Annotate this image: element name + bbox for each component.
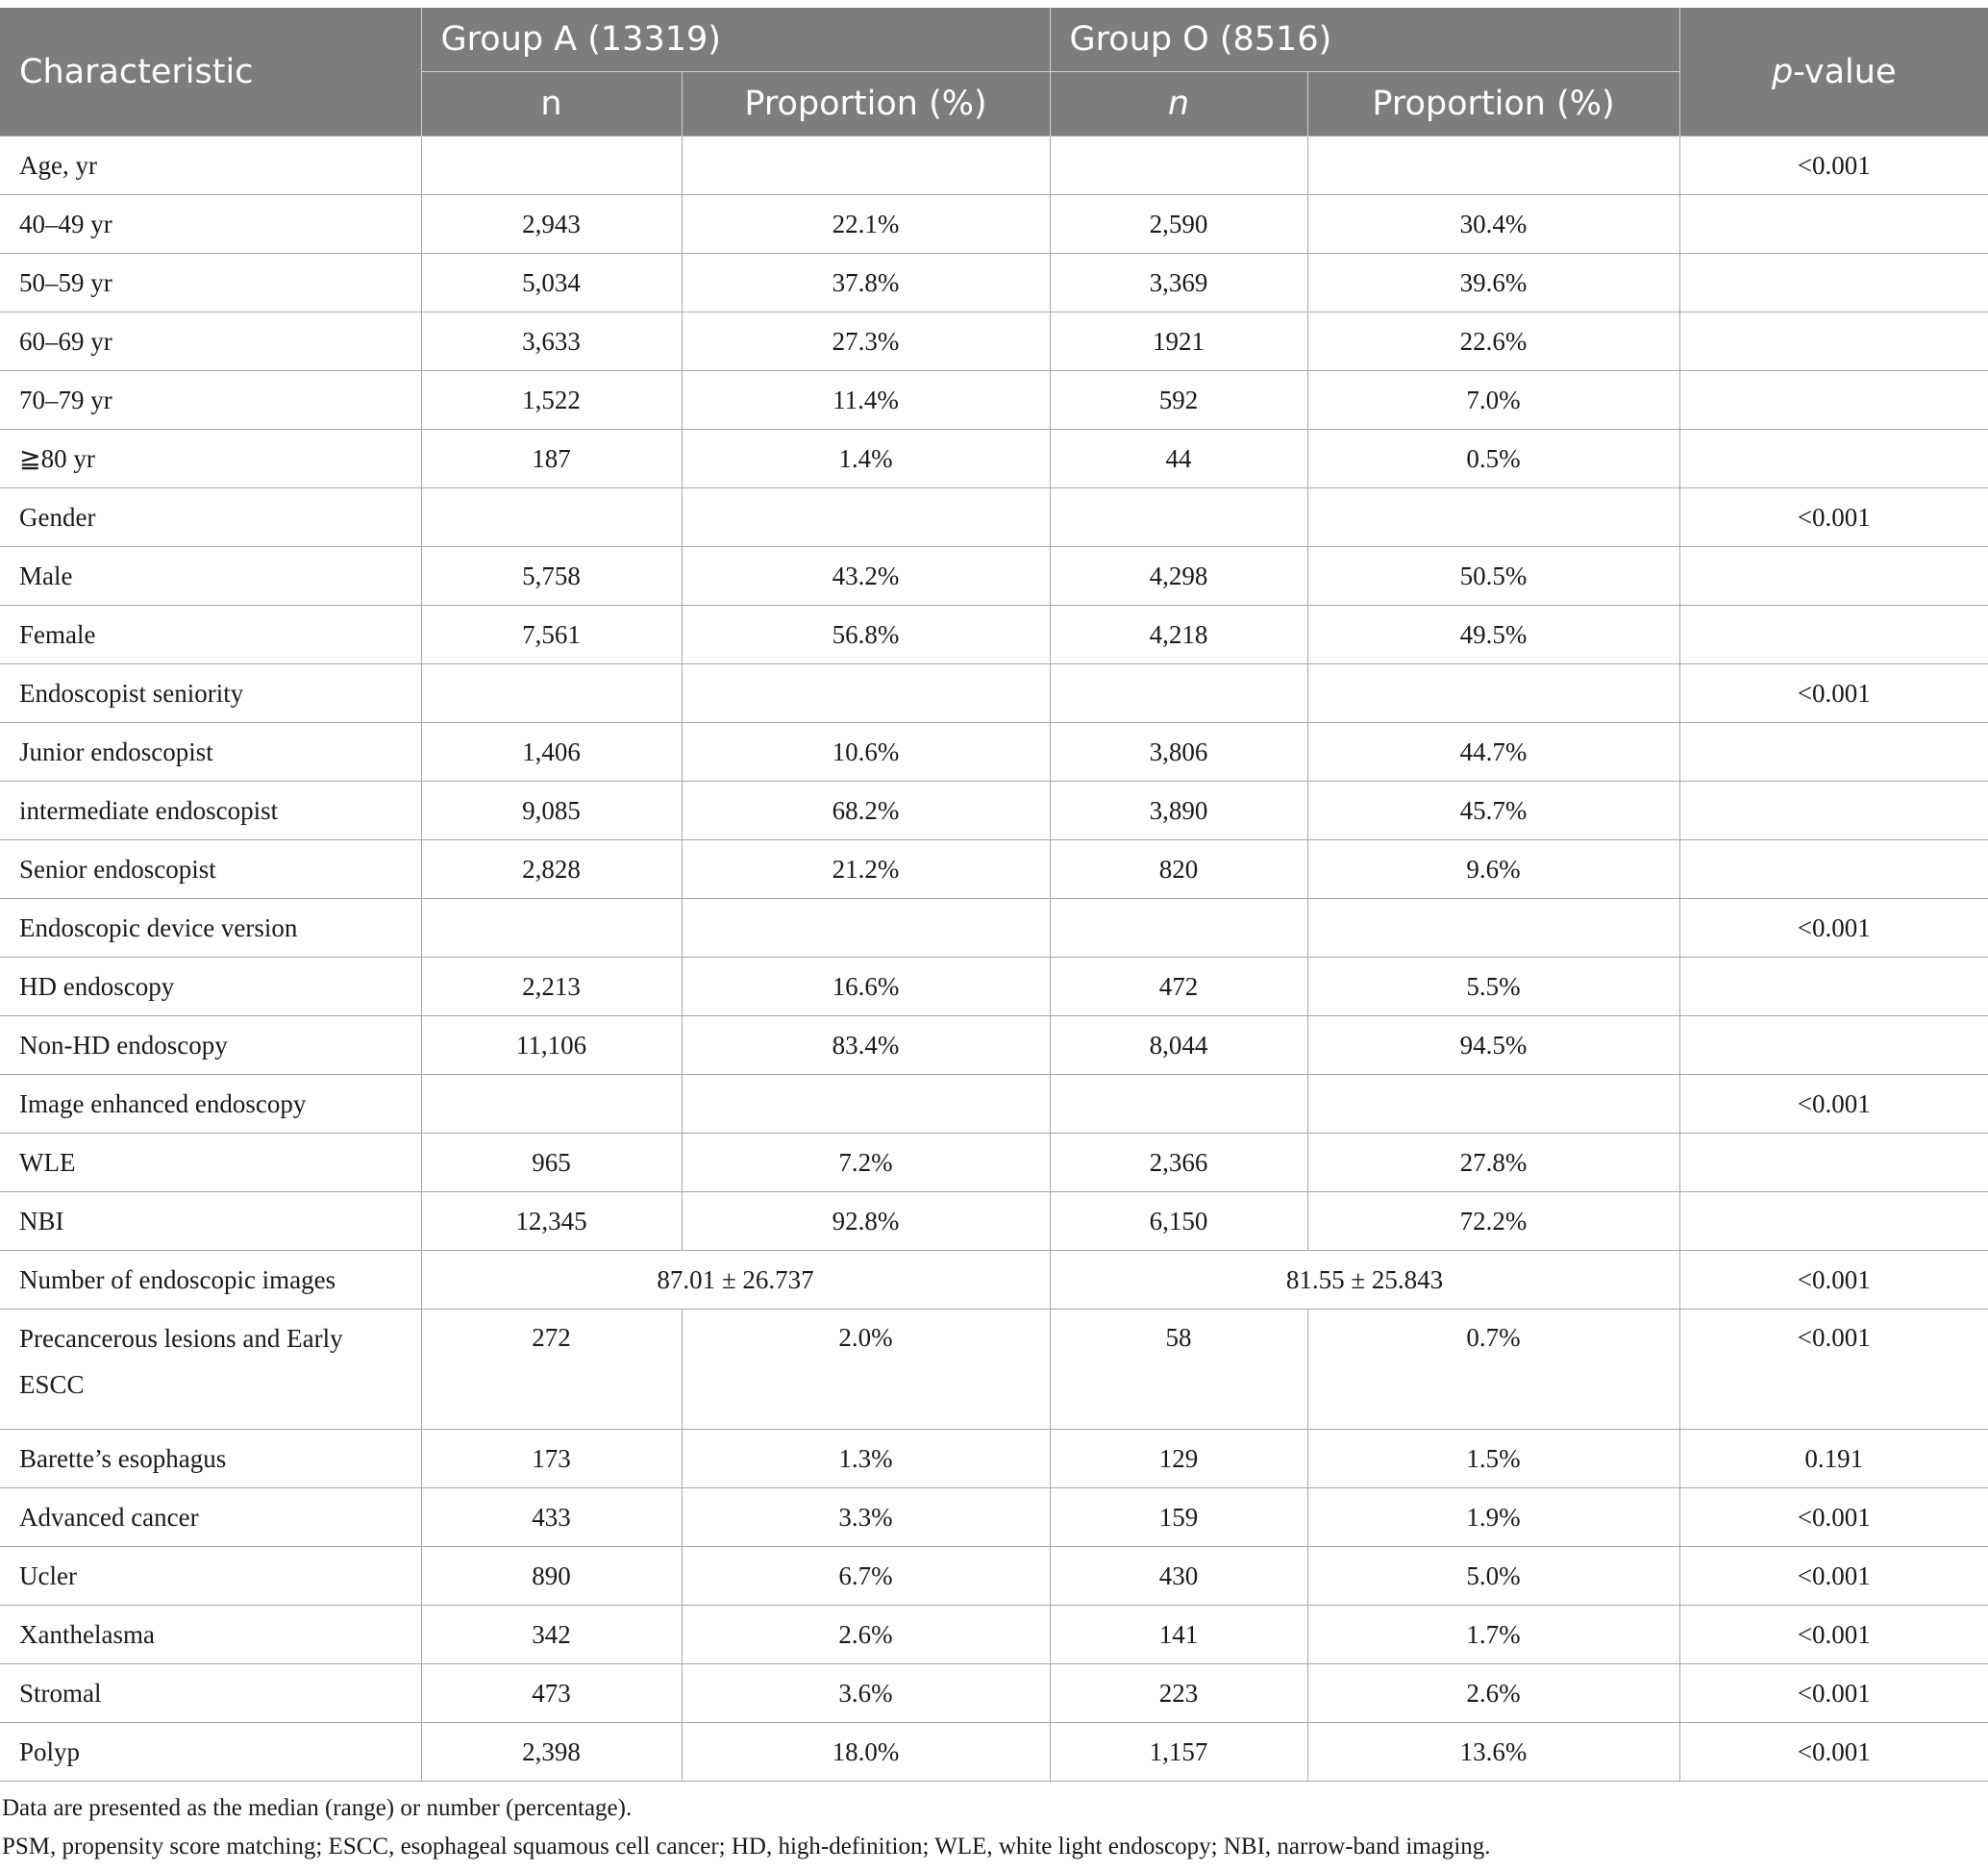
row-label: Gender	[0, 488, 421, 547]
table-row	[0, 1192, 1988, 1251]
table-row	[0, 195, 1988, 254]
group-a-proportion	[682, 137, 1050, 195]
table-row	[0, 430, 1988, 488]
table-row	[0, 137, 1988, 195]
group-o-proportion	[1307, 137, 1679, 195]
group-o-n: 2,590	[1050, 195, 1307, 254]
p-value: <0.001	[1679, 1606, 1988, 1664]
row-label: 50–59 yr	[0, 254, 421, 312]
group-o-n: 141	[1050, 1606, 1307, 1664]
row-label: 60–69 yr	[0, 312, 421, 371]
table-row	[0, 1016, 1988, 1075]
p-value: <0.001	[1679, 1723, 1988, 1782]
group-o-proportion: 7.0%	[1307, 371, 1679, 430]
group-a-proportion: 92.8%	[682, 1192, 1050, 1251]
group-o-n	[1050, 488, 1307, 547]
header-group-a: Group A (13319)	[421, 8, 1050, 72]
row-label: Polyp	[0, 1723, 421, 1782]
group-o-proportion: 13.6%	[1307, 1723, 1679, 1782]
group-o-proportion: 9.6%	[1307, 840, 1679, 899]
row-label: Ucler	[0, 1547, 421, 1606]
group-a-n: 433	[421, 1488, 682, 1547]
row-label: Female	[0, 606, 421, 664]
group-a-proportion: 21.2%	[682, 840, 1050, 899]
table-row	[0, 1075, 1988, 1134]
table-row	[0, 664, 1988, 723]
group-a-n: 965	[421, 1134, 682, 1192]
group-o-proportion: 49.5%	[1307, 606, 1679, 664]
header-row-1	[0, 8, 1988, 72]
group-o-proportion: 39.6%	[1307, 254, 1679, 312]
group-a-proportion: 7.2%	[682, 1134, 1050, 1192]
group-o-n: 472	[1050, 958, 1307, 1016]
table-row	[0, 254, 1988, 312]
row-label: Senior endoscopist	[0, 840, 421, 899]
group-a-n: 473	[421, 1664, 682, 1723]
header-p-value	[1679, 8, 1988, 137]
table-row	[0, 1134, 1988, 1192]
p-value	[1679, 1192, 1988, 1251]
header-proportion-o: Proportion (%)	[1307, 72, 1679, 137]
p-value	[1679, 606, 1988, 664]
group-a-n	[421, 137, 682, 195]
row-label: 70–79 yr	[0, 371, 421, 430]
group-a-proportion: 2.0%	[682, 1310, 1050, 1430]
group-o-proportion	[1307, 899, 1679, 958]
group-o-proportion: 1.5%	[1307, 1430, 1679, 1488]
row-label: intermediate endoscopist	[0, 782, 421, 840]
table-row	[0, 312, 1988, 371]
group-a-mean-sd: 87.01 ± 26.737	[421, 1251, 1050, 1310]
row-label: 40–49 yr	[0, 195, 421, 254]
group-o-proportion: 22.6%	[1307, 312, 1679, 371]
row-label: ≧80 yr	[0, 430, 421, 488]
row-label: HD endoscopy	[0, 958, 421, 1016]
table-row-images	[0, 1251, 1988, 1310]
group-o-n	[1050, 664, 1307, 723]
table-row	[0, 488, 1988, 547]
group-o-proportion: 1.9%	[1307, 1488, 1679, 1547]
group-a-n: 11,106	[421, 1016, 682, 1075]
group-a-proportion: 3.6%	[682, 1664, 1050, 1723]
group-o-n: 3,369	[1050, 254, 1307, 312]
group-o-n: 2,366	[1050, 1134, 1307, 1192]
group-a-n: 890	[421, 1547, 682, 1606]
group-o-proportion: 72.2%	[1307, 1192, 1679, 1251]
header-characteristic: Characteristic	[0, 8, 421, 137]
group-a-n	[421, 488, 682, 547]
header-n-o: n	[1050, 72, 1307, 137]
footnote-line-2: PSM, propensity score matching; ESCC, esophageal squamous cell cancer; HD, high-definition; WLE, white light endoscopy; NBI, narrow-band imaging.	[2, 1834, 1491, 1860]
p-value	[1679, 782, 1988, 840]
group-a-proportion: 83.4%	[682, 1016, 1050, 1075]
group-o-proportion: 0.5%	[1307, 430, 1679, 488]
group-a-n: 2,828	[421, 840, 682, 899]
p-value: <0.001	[1679, 1547, 1988, 1606]
group-o-proportion	[1307, 488, 1679, 547]
p-value	[1679, 723, 1988, 782]
table-row	[0, 1723, 1988, 1782]
group-o-n	[1050, 899, 1307, 958]
p-value: <0.001	[1679, 664, 1988, 723]
group-a-proportion: 10.6%	[682, 723, 1050, 782]
table-row	[0, 1430, 1988, 1488]
table-row	[0, 958, 1988, 1016]
group-o-proportion	[1307, 1075, 1679, 1134]
group-o-n: 4,298	[1050, 547, 1307, 606]
row-label: NBI	[0, 1192, 421, 1251]
p-value	[1679, 371, 1988, 430]
p-value: <0.001	[1679, 899, 1988, 958]
group-a-n: 173	[421, 1430, 682, 1488]
row-label: Endoscopic device version	[0, 899, 421, 958]
group-a-n: 12,345	[421, 1192, 682, 1251]
group-o-proportion: 94.5%	[1307, 1016, 1679, 1075]
group-o-proportion: 50.5%	[1307, 547, 1679, 606]
group-a-proportion: 18.0%	[682, 1723, 1050, 1782]
group-a-proportion: 2.6%	[682, 1606, 1050, 1664]
group-a-n: 5,758	[421, 547, 682, 606]
group-o-n: 430	[1050, 1547, 1307, 1606]
group-a-proportion: 37.8%	[682, 254, 1050, 312]
group-o-n: 129	[1050, 1430, 1307, 1488]
group-a-proportion: 68.2%	[682, 782, 1050, 840]
p-value	[1679, 254, 1988, 312]
group-o-n: 592	[1050, 371, 1307, 430]
group-o-n: 4,218	[1050, 606, 1307, 664]
group-o-proportion	[1307, 664, 1679, 723]
group-o-proportion: 2.6%	[1307, 1664, 1679, 1723]
row-label: Advanced cancer	[0, 1488, 421, 1547]
table-row	[0, 840, 1988, 899]
table-row	[0, 547, 1988, 606]
p-value: 0.191	[1679, 1430, 1988, 1488]
characteristics-table	[0, 8, 1988, 1782]
row-label	[0, 1310, 421, 1430]
table-container	[0, 8, 1988, 1866]
group-o-n: 159	[1050, 1488, 1307, 1547]
header-proportion-a: Proportion (%)	[682, 72, 1050, 137]
group-a-n	[421, 664, 682, 723]
p-value: <0.001	[1679, 1310, 1988, 1430]
p-value: <0.001	[1679, 488, 1988, 547]
table-row	[0, 606, 1988, 664]
group-o-n	[1050, 1075, 1307, 1134]
group-o-n: 3,806	[1050, 723, 1307, 782]
group-a-n	[421, 899, 682, 958]
group-o-proportion: 5.0%	[1307, 1547, 1679, 1606]
p-value	[1679, 840, 1988, 899]
group-a-proportion: 1.4%	[682, 430, 1050, 488]
group-a-n: 2,213	[421, 958, 682, 1016]
group-a-proportion: 56.8%	[682, 606, 1050, 664]
group-a-n: 7,561	[421, 606, 682, 664]
group-a-proportion: 11.4%	[682, 371, 1050, 430]
header-p-italic: p	[1771, 52, 1794, 91]
group-a-proportion	[682, 488, 1050, 547]
group-a-proportion	[682, 1075, 1050, 1134]
p-value: <0.001	[1679, 1488, 1988, 1547]
group-a-proportion: 1.3%	[682, 1430, 1050, 1488]
table-row	[0, 723, 1988, 782]
group-a-proportion: 6.7%	[682, 1547, 1050, 1606]
group-a-n: 1,522	[421, 371, 682, 430]
header-p-suffix: -value	[1793, 52, 1897, 91]
group-o-proportion: 30.4%	[1307, 195, 1679, 254]
group-a-n: 272	[421, 1310, 682, 1430]
group-a-proportion: 22.1%	[682, 195, 1050, 254]
group-a-n: 5,034	[421, 254, 682, 312]
group-o-n: 1921	[1050, 312, 1307, 371]
table-footnotes	[0, 1789, 1988, 1866]
p-value	[1679, 195, 1988, 254]
group-a-proportion: 16.6%	[682, 958, 1050, 1016]
table-row	[0, 1606, 1988, 1664]
group-o-proportion: 0.7%	[1307, 1310, 1679, 1430]
row-label: Number of endoscopic images	[0, 1251, 421, 1310]
p-value: <0.001	[1679, 1664, 1988, 1723]
group-o-n: 58	[1050, 1310, 1307, 1430]
group-a-n: 2,398	[421, 1723, 682, 1782]
group-o-n: 223	[1050, 1664, 1307, 1723]
p-value: <0.001	[1679, 137, 1988, 195]
group-a-proportion: 3.3%	[682, 1488, 1050, 1547]
group-o-n	[1050, 137, 1307, 195]
group-o-n: 6,150	[1050, 1192, 1307, 1251]
table-row	[0, 782, 1988, 840]
row-label: Male	[0, 547, 421, 606]
table-row	[0, 371, 1988, 430]
row-label: Xanthelasma	[0, 1606, 421, 1664]
table-row	[0, 899, 1988, 958]
group-a-proportion	[682, 664, 1050, 723]
group-o-proportion: 27.8%	[1307, 1134, 1679, 1192]
group-o-n: 3,890	[1050, 782, 1307, 840]
group-o-n: 44	[1050, 430, 1307, 488]
group-o-proportion: 44.7%	[1307, 723, 1679, 782]
p-value	[1679, 958, 1988, 1016]
row-label-line-2: ESCC	[19, 1370, 85, 1399]
group-a-n: 1,406	[421, 723, 682, 782]
row-label-line-1: Precancerous lesions and Early	[19, 1324, 343, 1353]
group-o-n: 820	[1050, 840, 1307, 899]
group-a-n: 2,943	[421, 195, 682, 254]
group-a-n: 342	[421, 1606, 682, 1664]
p-value	[1679, 312, 1988, 371]
row-label: Age, yr	[0, 137, 421, 195]
row-label: Image enhanced endoscopy	[0, 1075, 421, 1134]
table-row	[0, 1547, 1988, 1606]
row-label: Barette’s esophagus	[0, 1430, 421, 1488]
p-value	[1679, 547, 1988, 606]
group-o-proportion: 5.5%	[1307, 958, 1679, 1016]
group-a-proportion: 43.2%	[682, 547, 1050, 606]
row-label: WLE	[0, 1134, 421, 1192]
group-o-mean-sd: 81.55 ± 25.843	[1050, 1251, 1679, 1310]
table-row-lesions	[0, 1310, 1988, 1430]
group-o-proportion: 1.7%	[1307, 1606, 1679, 1664]
group-a-n: 9,085	[421, 782, 682, 840]
group-o-n: 1,157	[1050, 1723, 1307, 1782]
p-value: <0.001	[1679, 1251, 1988, 1310]
table-row	[0, 1664, 1988, 1723]
group-a-proportion	[682, 899, 1050, 958]
p-value	[1679, 430, 1988, 488]
row-label: Stromal	[0, 1664, 421, 1723]
p-value	[1679, 1134, 1988, 1192]
group-o-n: 8,044	[1050, 1016, 1307, 1075]
group-a-n: 3,633	[421, 312, 682, 371]
row-label: Junior endoscopist	[0, 723, 421, 782]
row-label: Non-HD endoscopy	[0, 1016, 421, 1075]
header-group-o: Group O (8516)	[1050, 8, 1679, 72]
p-value	[1679, 1016, 1988, 1075]
p-value: <0.001	[1679, 1075, 1988, 1134]
header-n-a: n	[421, 72, 682, 137]
group-a-n	[421, 1075, 682, 1134]
group-a-n: 187	[421, 430, 682, 488]
row-label: Endoscopist seniority	[0, 664, 421, 723]
group-a-proportion: 27.3%	[682, 312, 1050, 371]
table-row	[0, 1488, 1988, 1547]
footnote-line-1: Data are presented as the median (range) or number (percentage).	[2, 1795, 633, 1821]
group-o-proportion: 45.7%	[1307, 782, 1679, 840]
